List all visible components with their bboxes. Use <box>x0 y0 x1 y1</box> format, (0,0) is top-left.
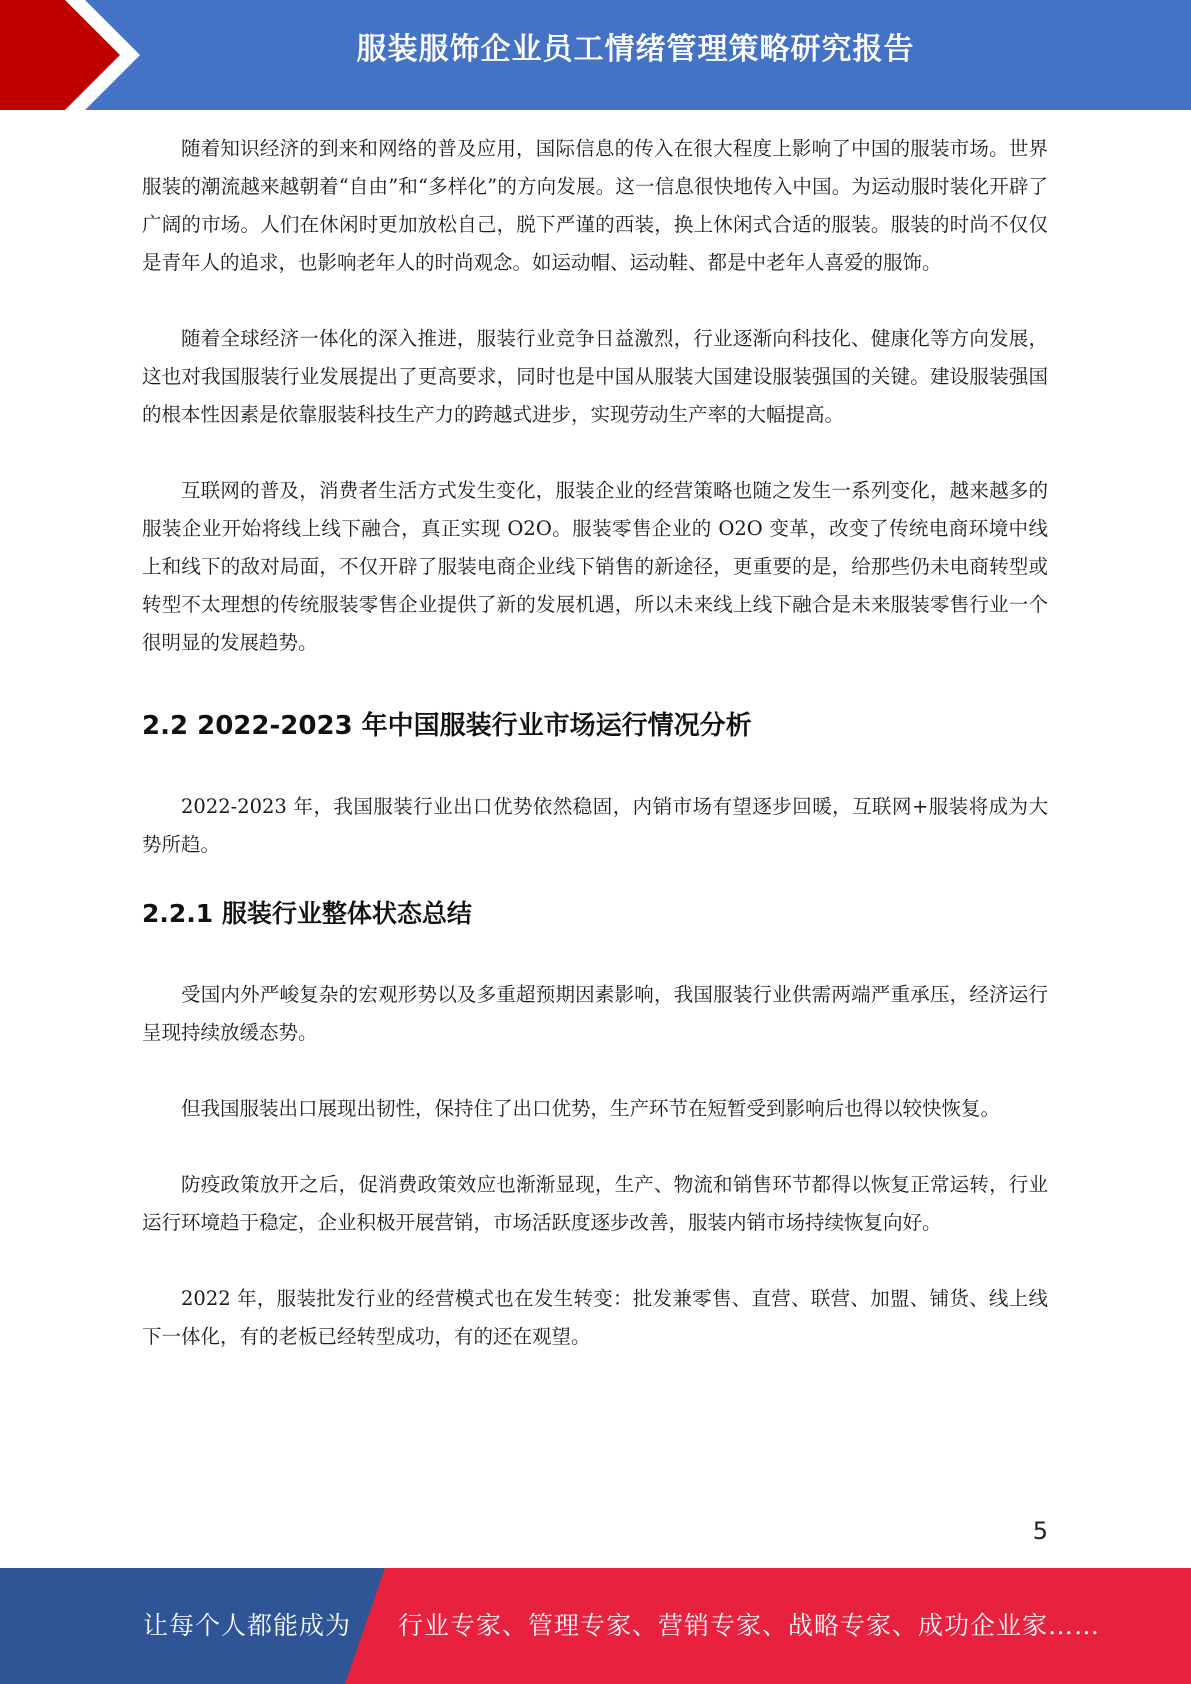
section-heading-2-2: 2.2 2022-2023 年中国服装行业市场运行情况分析 <box>142 711 752 741</box>
paragraph: 随着全球经济一体化的深入推进，服装行业竞争日益激烈，行业逐渐向科技化、健康化等方向发展，这也对我国服装行业发展提出了更高要求，同时也是中国从服装大国建设服装强国的关键。建设服装强国的根本性因素是依靠服装科技生产力的跨越式进步，实现劳动生产率的大幅提高。 <box>142 327 1048 426</box>
footer-slogan-left: 让每个人都能成为 <box>143 1611 352 1640</box>
section-heading-2-2-1: 2.2.1 服装行业整体状态总结 <box>142 899 472 928</box>
paragraph: 防疫政策放开之后，促消费政策效应也渐渐显现，生产、物流和销售环节都得以恢复正常运转，行业运行环境趋于稳定，企业积极开展营销，市场活跃度逐步改善，服装内销市场持续恢复向好。 <box>142 1173 1048 1234</box>
paragraph: 2022 年，服装批发行业的经营模式也在发生转变：批发兼零售、直营、联营、加盟、铺货、线上线下一体化，有的老板已经转型成功，有的还在观望。 <box>142 1287 1048 1348</box>
paragraph: 互联网的普及，消费者生活方式发生变化，服装企业的经营策略也随之发生一系列变化，越来越多的服装企业开始将线上线下融合，真正实现 O2O。服装零售企业的 O2O 变革，改变了传统电商环境中线上和线下的敌对局面，不仅开辟了服装电商企业线下销售的新途径，更重要的是，给那些仍未电商转型或转型不太理想的传统服装零售企业提供了新的发展机遇，所以未来线上线下融合是未来服装零售行业一个很明显的发展趋势。 <box>142 479 1048 654</box>
header-red-arrow <box>0 0 120 110</box>
paragraph: 2022-2023 年，我国服装行业出口优势依然稳固，内销市场有望逐步回暖，互联网+服装将成为大势所趋。 <box>142 795 1048 856</box>
paragraph: 受国内外严峻复杂的宏观形势以及多重超预期因素影响，我国服装行业供需两端严重承压，经济运行呈现持续放缓态势。 <box>142 983 1048 1044</box>
page-footer <box>0 1568 1191 1684</box>
header-chevron-decoration <box>0 0 150 110</box>
paragraph: 但我国服装出口展现出韧性，保持住了出口优势，生产环节在短暂受到影响后也得以较快恢复。 <box>181 1097 1001 1120</box>
header-title: 服装服饰企业员工情绪管理策略研究报告 <box>356 32 915 67</box>
page-header <box>0 0 1191 110</box>
footer-slogan-right: 行业专家、管理专家、营销专家、战略专家、成功企业家…… <box>398 1611 1101 1640</box>
paragraph: 随着知识经济的到来和网络的普及应用，国际信息的传入在很大程度上影响了中国的服装市场。世界服装的潮流越来越朝着“自由”和“多样化”的方向发展。这一信息很快地传入中国。为运动服时装化开辟了广阔的市场。人们在休闲时更加放松自己，脱下严谨的西装，换上休闲式合适的服装。服装的时尚不仅仅是青年人的追求，也影响老年人的时尚观念。如运动帽、运动鞋、都是中老年人喜爱的服饰。 <box>142 137 1048 274</box>
document-body <box>142 130 1048 1356</box>
page-number: 5 <box>1032 1517 1048 1545</box>
